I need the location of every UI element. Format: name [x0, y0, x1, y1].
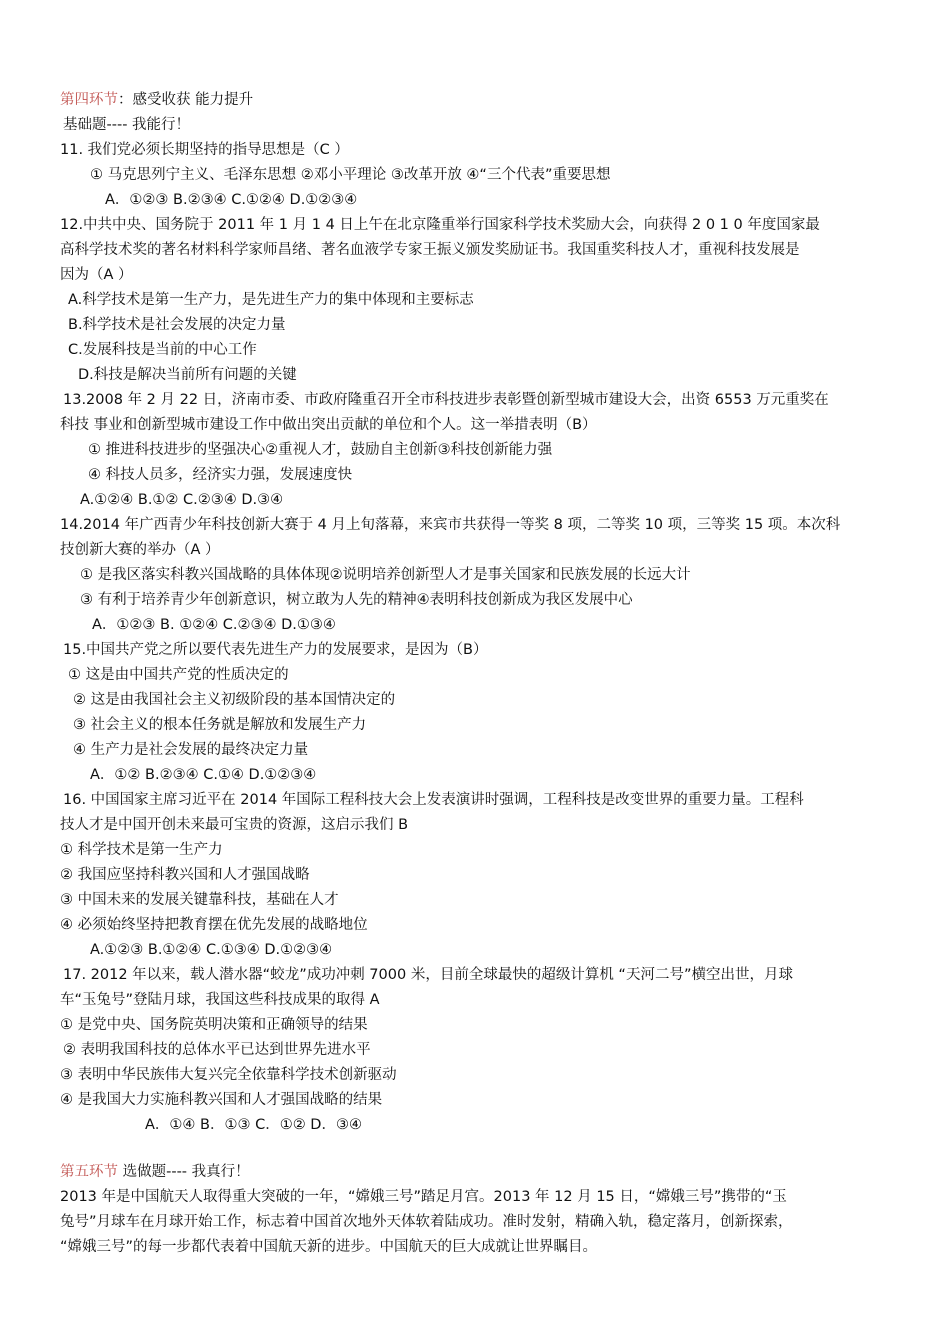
q17-options: A．①④ B．①③ C．①② D．③④: [145, 1117, 362, 1133]
q16-item-1: ① 科学技术是第一生产力: [60, 842, 223, 858]
q11-items: ① 马克思列宁主义、毛泽东思想 ②邓小平理论 ③改革开放 ④“三个代表”重要思想: [90, 167, 611, 183]
section5-title: 选做题---- 我真行！: [118, 1164, 250, 1180]
q17-stem-2: 车“玉兔号”登陆月球，我国这些科技成果的取得 A: [60, 992, 380, 1008]
q13-items-2: ④ 科技人员多，经济实力强，发展速度快: [88, 467, 353, 483]
section5-heading: [60, 1162, 250, 1182]
q13-items-1: ① 推进科技进步的坚强决心②重视人才，鼓励自主创新③科技创新能力强: [88, 442, 553, 458]
q15-item-2: ② 这是由我国社会主义初级阶段的基本国情决定的: [73, 692, 396, 708]
passage-line-2: 兔号”月球车在月球开始工作，标志着中国首次地外天体软着陆成功。准时发射，精确入轨，稳定落月，创新探索，: [60, 1214, 793, 1230]
q14-items-2: ③ 有利于培养青少年创新意识，树立敢为人先的精神④表明科技创新成为我区发展中心: [80, 592, 633, 608]
q16-options: A.①②③ B.①②④ C.①③④ D.①②③④: [90, 942, 333, 958]
q12-option-b: B.科学技术是社会发展的决定力量: [68, 317, 286, 333]
q15-item-4: ④ 生产力是社会发展的最终决定力量: [73, 742, 309, 758]
section4-title: ：感受收获 能力提升: [118, 92, 254, 108]
section4-heading: [60, 90, 253, 110]
section4-subtitle: 基础题---- 我能行！: [63, 117, 191, 133]
q15-item-1: ① 这是由中国共产党的性质决定的: [68, 667, 289, 683]
q14-options: A．①②③ B. ①②④ C.②③④ D.①③④: [92, 617, 336, 633]
q12-stem-3: 因为（A ）: [60, 267, 133, 283]
q16-item-4: ④ 必须始终坚持把教育摆在优先发展的战略地位: [60, 917, 368, 933]
q17-item-1: ① 是党中央、国务院英明决策和正确领导的结果: [60, 1017, 368, 1033]
passage-line-1: 2013 年是中国航天人取得重大突破的一年，“嫦娥三号”踏足月宫。2013 年 12 月 15 日，“嫦娥三号”携带的“玉: [60, 1189, 787, 1205]
q13-options: A.①②④ B.①② C.②③④ D.③④: [80, 492, 284, 508]
q14-stem-1: 14.2014 年广西青少年科技创新大赛于 4 月上旬落幕，来宾市共获得一等奖 8 项，二等奖 10 项，三等奖 15 项。本次科: [60, 517, 841, 533]
q12-option-d: D.科技是解决当前所有问题的关键: [78, 367, 297, 383]
q11-options: A．①②③ B.②③④ C.①②④ D.①②③④: [105, 192, 358, 208]
q16-item-3: ③ 中国未来的发展关键靠科技，基础在人才: [60, 892, 339, 908]
section5-label: 第五环节: [60, 1164, 118, 1180]
q15-stem: 15.中国共产党之所以要代表先进生产力的发展要求，是因为（B）: [63, 642, 488, 658]
q14-stem-2: 技创新大赛的举办（A ）: [60, 542, 220, 558]
q12-option-c: C.发展科技是当前的中心工作: [68, 342, 257, 358]
section4-label: 第四环节: [60, 92, 118, 108]
q16-stem-1: 16. 中国国家主席习近平在 2014 年国际工程科技大会上发表演讲时强调，工程科技是改变世界的重要力量。工程科: [63, 792, 804, 808]
q17-item-3: ③ 表明中华民族伟大复兴完全依靠科学技术创新驱动: [60, 1067, 397, 1083]
q17-stem-1: 17. 2012 年以来，载人潜水器“蛟龙”成功冲刺 7000 米，目前全球最快的超级计算机 “天河二号”横空出世，月球: [63, 967, 793, 983]
q11-stem: 11. 我们党必须长期坚持的指导思想是（C ）: [60, 142, 349, 158]
q15-item-3: ③ 社会主义的根本任务就是解放和发展生产力: [73, 717, 367, 733]
q12-stem-2: 高科学技术奖的著名材料科学家师昌绪、著名血液学专家王振义颁发奖励证书。我国重奖科技人才，重视科技发展是: [60, 242, 800, 258]
q15-options: A．①② B.②③④ C.①④ D.①②③④: [90, 767, 317, 783]
q12-stem-1: 12.中共中央、国务院于 2011 年 1 月 1 4 日上午在北京隆重举行国家科学技术奖励大会，向获得 2 0 1 0 年度国家最: [60, 217, 820, 233]
passage-line-3: “嫦娥三号”的每一步都代表着中国航天新的进步。中国航天的巨大成就让世界瞩目。: [60, 1239, 598, 1255]
q13-stem-2: 科技 事业和创新型城市建设工作中做出突出贡献的单位和个人。这一举措表明（B）: [60, 417, 597, 433]
q17-item-2: ② 表明我国科技的总体水平已达到世界先进水平: [63, 1042, 371, 1058]
q12-option-a: A.科学技术是第一生产力，是先进生产力的集中体现和主要标志: [68, 292, 474, 308]
q16-stem-2: 技人才是中国开创未来最可宝贵的资源，这启示我们 B: [60, 817, 409, 833]
q17-item-4: ④ 是我国大力实施科教兴国和人才强国战略的结果: [60, 1092, 383, 1108]
q13-stem-1: 13.2008 年 2 月 22 日，济南市委、市政府隆重召开全市科技进步表彰暨创新型城市建设大会，出资 6553 万元重奖在: [63, 392, 829, 408]
q14-items-1: ① 是我区落实科教兴国战略的具体体现②说明培养创新型人才是事关国家和民族发展的长远大计: [80, 567, 691, 583]
q16-item-2: ② 我国应坚持科教兴国和人才强国战略: [60, 867, 310, 883]
